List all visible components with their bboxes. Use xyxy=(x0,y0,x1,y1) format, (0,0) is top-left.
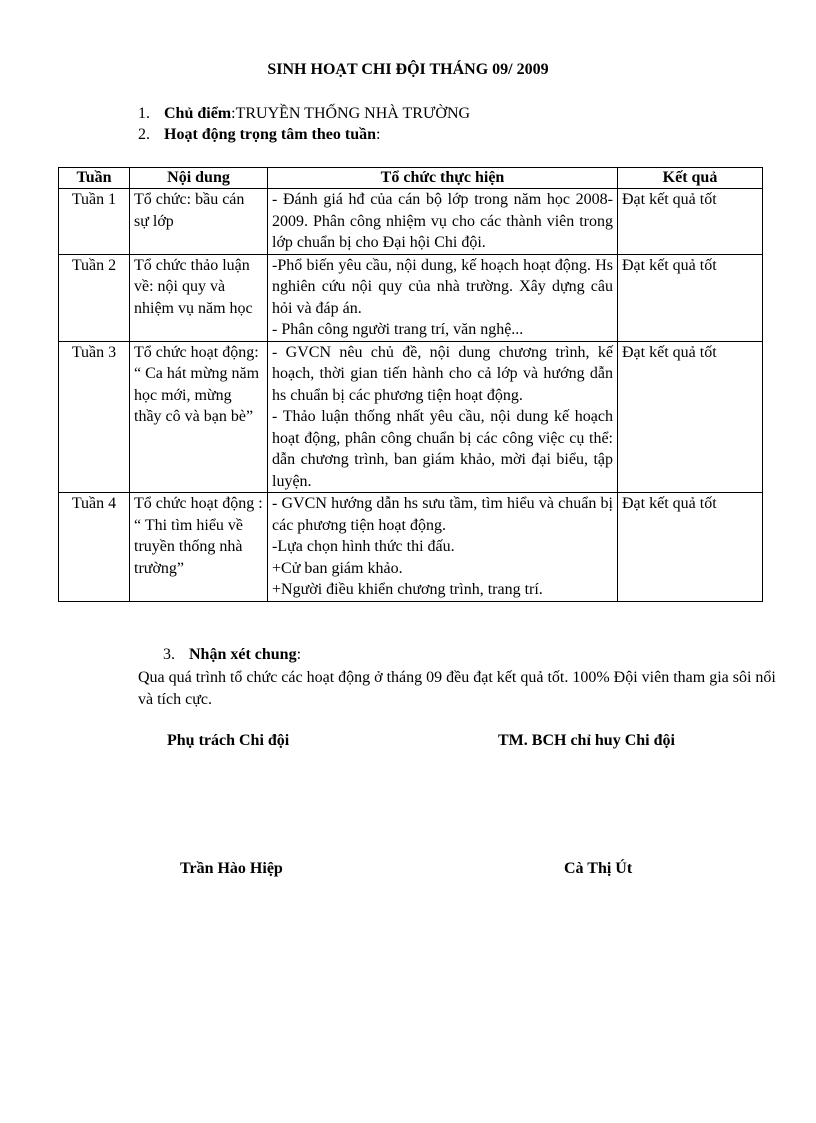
colon: : xyxy=(376,126,381,143)
organization-cell xyxy=(268,189,618,255)
table-row xyxy=(59,189,763,255)
activity-table xyxy=(58,167,763,602)
content-cell: Tổ chức hoạt động : “ Thi tìm hiểu về truyền thống nhà trường” xyxy=(130,493,268,602)
topic-label: Chủ điểm xyxy=(164,105,232,122)
item-number: 3. xyxy=(163,646,175,663)
topic-value: :TRUYỀN THỐNG NHÀ TRƯỜNG xyxy=(231,105,471,122)
item-number: 1. xyxy=(138,105,150,122)
week-cell: Tuần 1 xyxy=(59,189,130,255)
week-cell: Tuần 4 xyxy=(59,493,130,602)
organization-line: - GVCN nêu chủ đề, nội dung chương trình, kế hoạch, thời gian tiến hành cho cả lớp và hướng dẫn hs chuẩn bị các phương tiện hoạt động. xyxy=(272,343,613,404)
item-number: 2. xyxy=(138,126,150,143)
organization-line: -Lựa chọn hình thức thi đấu. xyxy=(272,538,455,555)
table-row xyxy=(59,341,763,493)
organization-line: +Cử ban giám khảo. xyxy=(272,559,403,577)
right-signature-title: TM. BCH chỉ huy Chi đội xyxy=(498,732,675,749)
colon: : xyxy=(296,646,302,663)
week-cell: Tuần 3 xyxy=(59,341,130,493)
organization-cell xyxy=(268,254,618,341)
content-cell: Tổ chức: bầu cán sự lớp xyxy=(130,189,268,255)
organization-line: +Người điều khiển chương trình, trang trí. xyxy=(272,581,543,598)
table-header-row xyxy=(59,168,763,189)
result-cell: Đạt kết quả tốt xyxy=(618,493,763,602)
organization-cell xyxy=(268,341,618,493)
organization-line: - Đánh giá hđ của cán bộ lớp trong năm học 2008- 2009. Phân công nhiệm vụ cho các thành viên trong lớp chuẩn bị cho Đại hội Chi đội. xyxy=(272,191,613,251)
result-cell: Đạt kết quả tốt xyxy=(618,341,763,493)
table-row xyxy=(59,254,763,341)
weekly-activities-line xyxy=(138,126,380,144)
header-week: Tuần xyxy=(59,168,130,189)
organization-line: -Phổ biến yêu cầu, nội dung, kế hoạch hoạt động. Hs nghiên cứu nội quy của nhà trường. Xây dựng câu hỏi và đáp án. xyxy=(272,256,613,317)
summary-text: Qua quá trình tổ chức các hoạt động ở tháng 09 đều đạt kết quả tốt. 100% Đội viên tham gia sôi nổi và tích cực. xyxy=(138,669,776,708)
organization-cell xyxy=(268,493,618,602)
result-cell: Đạt kết quả tốt xyxy=(618,189,763,255)
content-cell: Tổ chức hoạt động: “ Ca hát mừng năm học mới, mừng thầy cô và bạn bè” xyxy=(130,341,268,493)
week-cell: Tuần 2 xyxy=(59,254,130,341)
organization-line: - GVCN hướng dẫn hs sưu tầm, tìm hiểu và chuẩn bị các phương tiện hoạt động. xyxy=(272,495,613,534)
right-signature-name: Cà Thị Út xyxy=(564,860,633,877)
left-signature-title: Phụ trách Chi đội xyxy=(167,732,290,749)
header-result: Kết quả xyxy=(618,168,763,189)
result-cell: Đạt kết quả tốt xyxy=(618,254,763,341)
content-cell: Tổ chức thảo luận về: nội quy và nhiệm vụ năm học xyxy=(130,254,268,341)
topic-line xyxy=(138,105,470,123)
page-title: SINH HOẠT CHI ĐỘI THÁNG 09/ 2009 xyxy=(267,61,549,78)
summary-label: Nhận xét chung xyxy=(189,646,297,663)
header-content: Nội dung xyxy=(130,168,268,189)
table-row xyxy=(59,493,763,602)
left-signature-name: Trần Hào Hiệp xyxy=(180,860,283,877)
weekly-activities-label: Hoạt động trọng tâm theo tuần xyxy=(164,126,377,143)
header-organization: Tổ chức thực hiện xyxy=(268,168,618,189)
summary-heading xyxy=(163,646,301,664)
organization-line: - Thảo luận thống nhất yêu cầu, nội dung kế hoạch hoạt động, phân công chuẩn bị các công việc cụ thể: dẫn chương trình, ban giám khảo, mời đại biểu, tập luyện. xyxy=(272,408,613,490)
organization-line: - Phân công người trang trí, văn nghệ... xyxy=(272,321,524,338)
